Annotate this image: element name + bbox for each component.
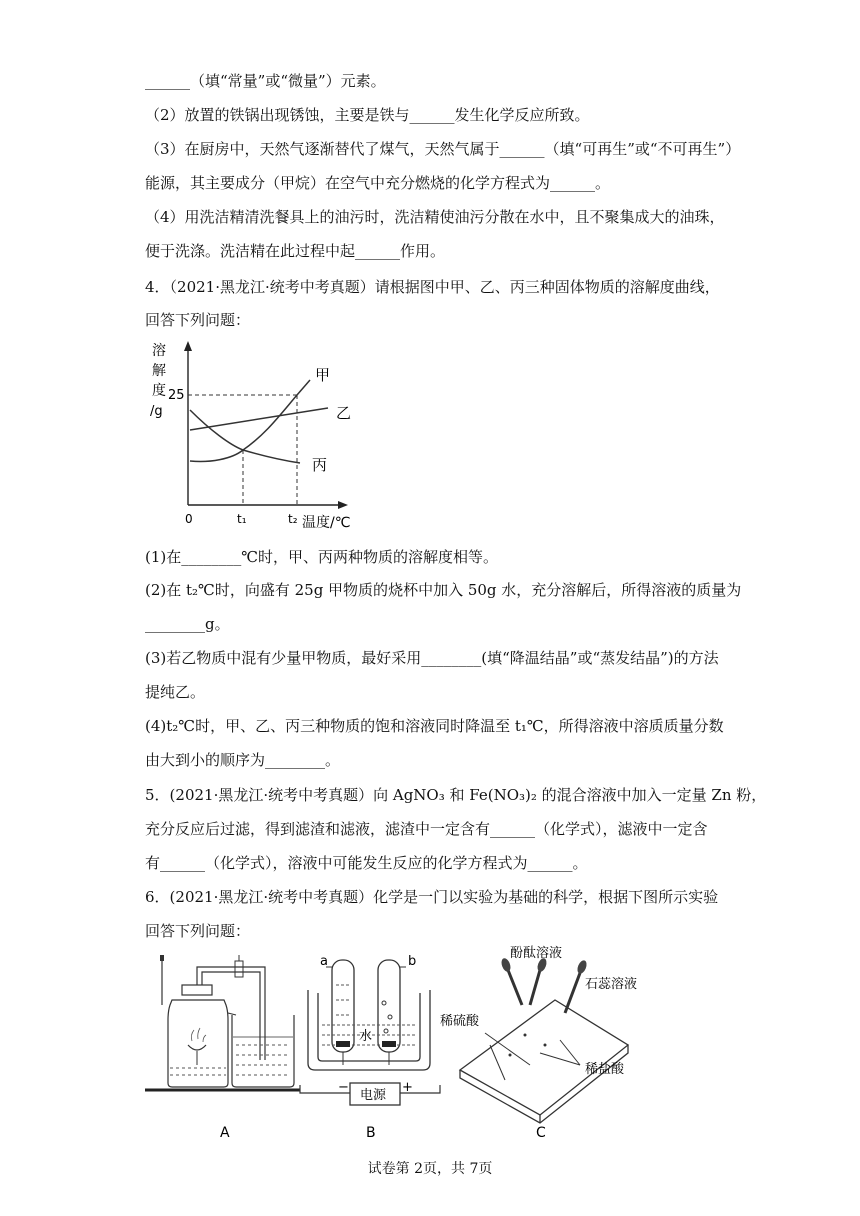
- series-label-yi: 乙: [336, 404, 352, 422]
- y-label-2: 解: [152, 363, 166, 379]
- text-line-5: （4）用洗洁精清洗餐具上的油污时，洗洁精使油污分散在水中，且不聚集成大的油珠，: [145, 208, 725, 226]
- text-line-3: （3）在厨房中，天然气逐渐替代了煤气，天然气属于______（填“可再生”或“不可再生”）: [145, 140, 741, 158]
- question-4-stem-cont: 回答下列问题：: [145, 311, 251, 329]
- label-a: A: [220, 1125, 230, 1141]
- electrode-a: a: [320, 954, 328, 969]
- x-label: 温度/℃: [302, 515, 351, 531]
- q4-part3-cont: 提纯乙。: [145, 683, 206, 701]
- series-bing: [190, 410, 300, 463]
- question-5-stem: 5．(2021·黑龙江·统考中考真题）向 AgNO₃ 和 Fe(NO₃)₂ 的混合溶液中加入一定量 Zn 粉，: [145, 786, 767, 804]
- text-line-1: ______（填“常量”或“微量”）元素。: [145, 72, 386, 90]
- text-line-2: （2）放置的铁锅出现锈蚀，主要是铁与______发生化学反应所致。: [145, 106, 590, 124]
- q4-part4-cont: 由大到小的顺序为________。: [145, 751, 341, 769]
- series-label-jia: 甲: [315, 366, 331, 384]
- x-tick-0: 0: [185, 512, 193, 526]
- q4-part2: (2)在 t₂℃时，向盛有 25g 甲物质的烧杯中加入 50g 水，充分溶解后，所得溶液的质量为: [145, 581, 742, 599]
- question-5-line2: 充分反应后过滤，得到滤渣和滤液，滤渣中一定含有______（化学式），滤液中一定含: [145, 820, 708, 838]
- page-footer: 试卷第 2页，共 7页: [367, 1161, 493, 1177]
- text-line-6: 便于洗涤。洗洁精在此过程中起______作用。: [145, 242, 446, 260]
- series-label-bing: 丙: [312, 456, 328, 474]
- series-yi: [190, 408, 328, 430]
- label-litmus: 石蕊溶液: [585, 977, 638, 992]
- q4-part2-cont: ________g。: [145, 615, 230, 633]
- electrode-b: b: [408, 954, 417, 969]
- y-tick-25: 25: [168, 388, 185, 403]
- label-b: B: [366, 1125, 376, 1141]
- label-c: C: [536, 1125, 546, 1141]
- solubility-chart: [140, 335, 370, 535]
- x-axis-arrow: [338, 501, 348, 509]
- experiment-a: [145, 955, 300, 1090]
- minus-sign: −: [338, 1080, 349, 1095]
- x-tick-t1: t₁: [237, 512, 247, 526]
- label-dilute-sulfuric-acid: 稀硫酸: [440, 1014, 480, 1029]
- q4-part1: (1)在________℃时，甲、丙两种物质的溶解度相等。: [145, 548, 499, 566]
- y-label-4: /g: [150, 404, 163, 419]
- question-4-stem: 4．（2021·黑龙江·统考中考真题）请根据图中甲、乙、丙三种固体物质的溶解度曲线，: [145, 278, 720, 296]
- question-6-stem: 6．(2021·黑龙江·统考中考真题）化学是一门以实验为基础的科学，根据下图所示实验: [145, 888, 719, 906]
- x-tick-t2: t₂: [288, 512, 298, 526]
- y-label-3: 度: [152, 383, 166, 399]
- q4-part4: (4)t₂℃时，甲、乙、丙三种物质的饱和溶液同时降温至 t₁℃，所得溶液中溶质质量分数: [145, 717, 724, 735]
- power-source-label: 电源: [360, 1088, 387, 1103]
- question-5-line3: 有______（化学式），溶液中可能发生反应的化学方程式为______。: [145, 854, 588, 872]
- label-phenolphthalein: 酚酞溶液: [510, 946, 563, 961]
- question-6-stem-cont: 回答下列问题：: [145, 922, 251, 940]
- water-label: 水: [359, 1029, 373, 1044]
- experiment-figure: [140, 945, 660, 1145]
- plus-sign: +: [402, 1080, 413, 1095]
- text-line-4: 能源，其主要成分（甲烷）在空气中充分燃烧的化学方程式为______。: [145, 174, 611, 192]
- q4-part3: (3)若乙物质中混有少量甲物质，最好采用________(填“降温结晶”或“蒸发结晶”)的方法: [145, 649, 719, 667]
- y-axis-arrow: [184, 341, 192, 351]
- label-dilute-hydrochloric-acid: 稀盐酸: [585, 1062, 625, 1077]
- y-label-1: 溶: [152, 343, 166, 359]
